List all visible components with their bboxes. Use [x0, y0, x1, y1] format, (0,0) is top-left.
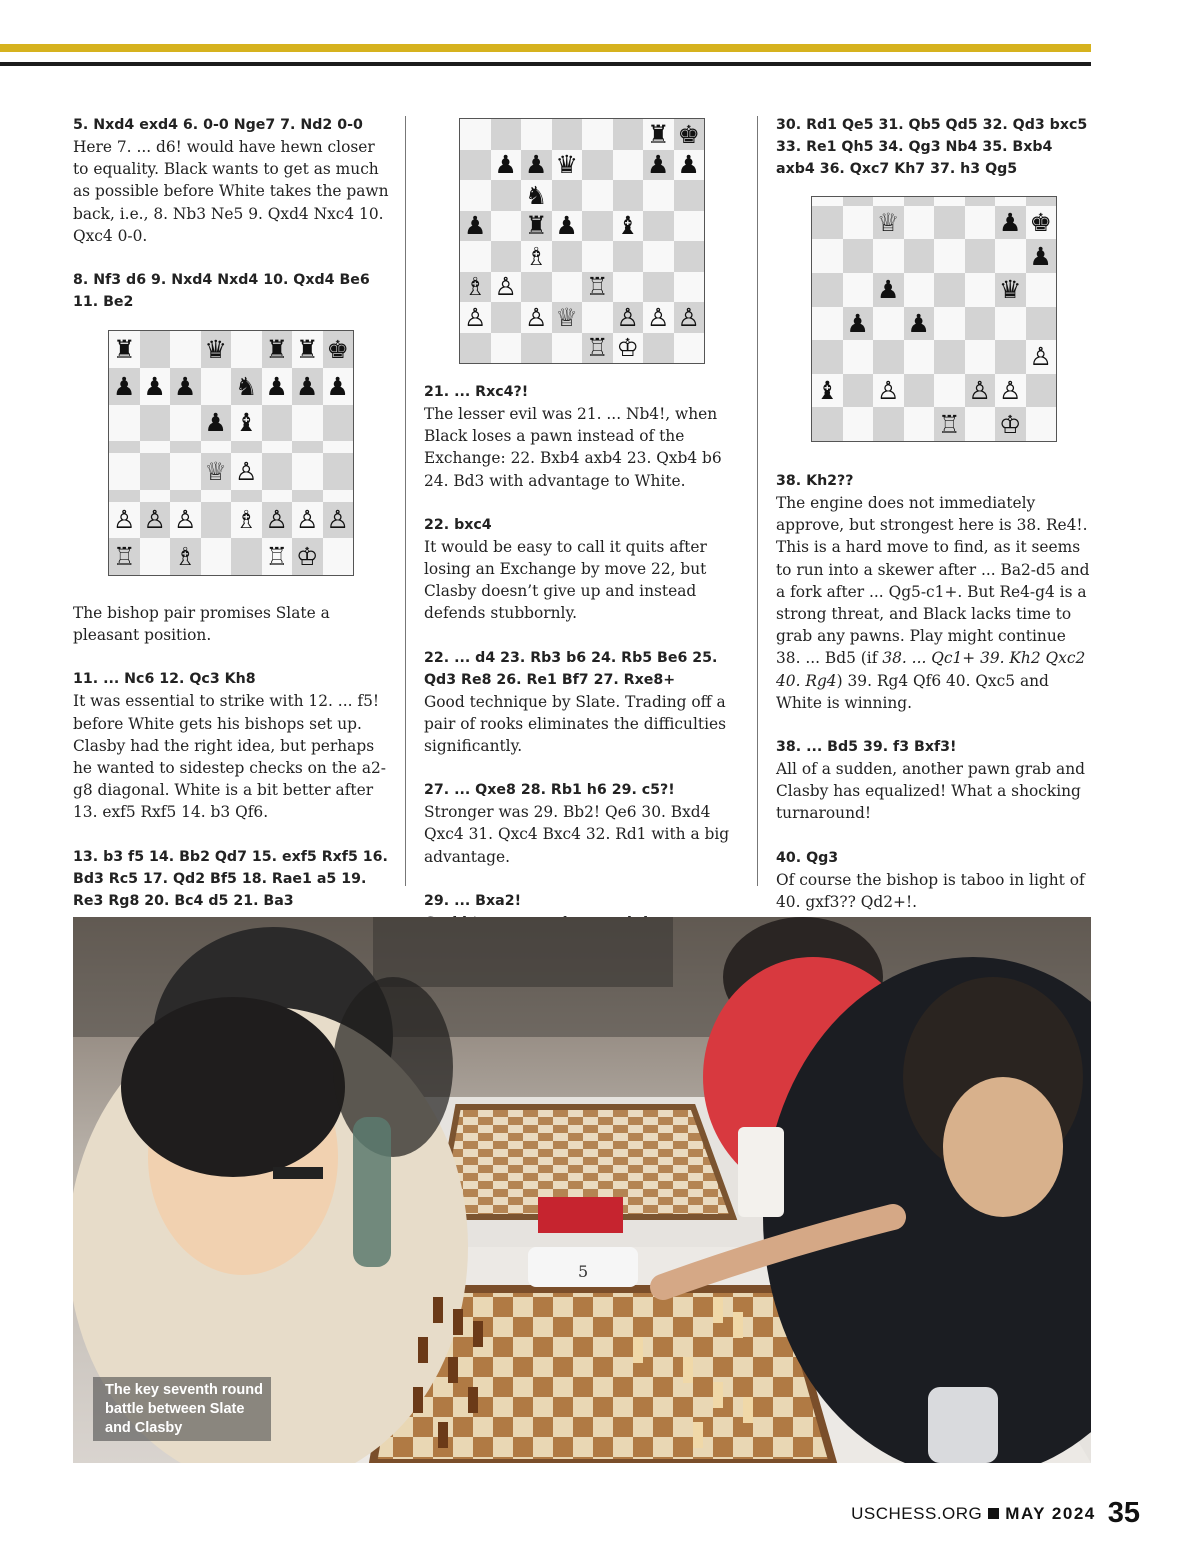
board-square	[552, 272, 583, 303]
board-square	[140, 490, 171, 502]
board-square	[521, 119, 552, 150]
board-square	[460, 241, 491, 272]
chess-piece-icon: ♟	[204, 408, 227, 438]
chess-piece-icon: ♞	[525, 180, 548, 210]
board-square	[934, 374, 965, 408]
board-square	[231, 538, 262, 575]
board-square	[674, 211, 705, 242]
board-square	[262, 538, 293, 575]
board-square	[521, 272, 552, 303]
board-square	[460, 180, 491, 211]
board-square	[812, 307, 843, 341]
chess-piece-icon: ♟	[494, 150, 517, 180]
board-square	[934, 206, 965, 240]
chess-piece-icon: ♙	[677, 302, 700, 332]
chess-piece-icon: ♗	[235, 505, 258, 535]
annotation-text: The lesser evil was 21. ... Nb4!, when Black loses a pawn instead of the Exchange: 22. Bxb4 axb4 23. Qxb4 b6 24. Bd3 with advantage to White.	[424, 405, 722, 490]
board-square	[613, 180, 644, 211]
board-square	[812, 273, 843, 307]
chess-piece-icon: ♟	[143, 371, 166, 401]
move-text: 38. ... Bd5 39. f3 Bxf3!	[776, 739, 957, 756]
board-square	[323, 490, 354, 502]
board-square	[521, 333, 552, 364]
board-square	[231, 453, 262, 490]
board-square	[965, 197, 996, 206]
column-3	[776, 114, 1092, 913]
board-square	[582, 119, 613, 150]
board-square	[674, 333, 705, 364]
annotation-text: Stronger was 29. Bb2! Qe6 30. Bxd4 Qxc4 31. Qxc4 Bxc4 32. Rd1 with a big advantage.	[424, 803, 730, 866]
board-square	[491, 119, 522, 150]
board-square	[904, 340, 935, 374]
board-square	[460, 333, 491, 364]
chess-piece-icon: ♟	[877, 275, 900, 305]
board-square	[201, 405, 232, 442]
chess-piece-icon: ♝	[616, 211, 639, 241]
board-square	[934, 239, 965, 273]
chess-piece-icon: ♚	[677, 119, 700, 149]
board-square	[201, 441, 232, 453]
board-square	[491, 272, 522, 303]
board-square	[109, 502, 140, 539]
chess-piece-icon: ♙	[647, 302, 670, 332]
board-square	[965, 407, 996, 441]
board-square	[170, 405, 201, 442]
chess-piece-icon: ♟	[1029, 241, 1052, 271]
board-square	[873, 197, 904, 206]
board-square	[812, 197, 843, 206]
chess-piece-icon: ♚	[326, 334, 349, 364]
chess-piece-icon: ♕	[555, 302, 578, 332]
board-square	[812, 206, 843, 240]
board-square	[292, 368, 323, 405]
board-square	[934, 407, 965, 441]
chess-piece-icon: ♙	[296, 505, 319, 535]
move-text: 21. ... Rxc4?!	[424, 384, 529, 400]
chess-piece-icon: ♛	[204, 334, 227, 364]
board-square	[965, 340, 996, 374]
board-square	[262, 441, 293, 453]
board-square	[521, 302, 552, 333]
board-square	[201, 453, 232, 490]
move-text: 27. ... Qxe8 28. Rb1 h6 29. c5?!	[424, 782, 675, 799]
board-square	[521, 150, 552, 181]
chess-piece-icon: ♙	[494, 272, 517, 302]
board-square	[643, 180, 674, 211]
board-square	[552, 241, 583, 272]
chess-piece-icon: ♙	[616, 302, 639, 332]
board-square	[613, 272, 644, 303]
board-square	[552, 119, 583, 150]
chess-piece-icon: ♖	[938, 409, 961, 439]
chess-piece-icon: ♕	[877, 207, 900, 237]
chess-piece-icon: ♙	[265, 505, 288, 535]
board-square	[292, 502, 323, 539]
chess-piece-icon: ♖	[113, 542, 136, 572]
board-square	[109, 453, 140, 490]
board-square	[995, 407, 1026, 441]
annotation-text: Good technique by Slate. Trading off a pair of rooks eliminates the difficulties significantly.	[424, 692, 726, 756]
chess-piece-icon: ♔	[296, 542, 319, 572]
chess-piece-icon: ♚	[1029, 207, 1052, 237]
move-text: 29. ... Bxa2!	[424, 892, 522, 909]
board-square	[521, 211, 552, 242]
board-square	[231, 405, 262, 442]
issue-date: MAY 2024	[1005, 1503, 1096, 1523]
chess-piece-icon: ♟	[464, 211, 487, 241]
chess-piece-icon: ♟	[907, 308, 930, 338]
board-square	[582, 180, 613, 211]
board-square	[873, 273, 904, 307]
chess-diagram-3	[811, 196, 1092, 442]
board-square	[262, 502, 293, 539]
board-square	[582, 211, 613, 242]
board-square	[292, 405, 323, 442]
board-square	[491, 302, 522, 333]
board-square	[843, 407, 874, 441]
move-text: 8. Nf3 d6 9. Nxd4 Nxd4 10. Qxd4 Be6 11. Be2	[73, 272, 370, 311]
move-text: 38. Kh2??	[776, 473, 854, 489]
board-square	[873, 307, 904, 341]
board-square	[995, 307, 1026, 341]
chess-piece-icon: ♞	[235, 371, 258, 401]
annotation-text: It was essential to strike with 12. ... f5! before White gets his bishops set up. Clasby had the right idea, but perhaps he wanted to sidestep checks on the a2-g8 diagonal. White is a bit better after 13. exf5 Rxf5 14. b3 Qf6.	[73, 692, 386, 822]
chess-piece-icon: ♗	[525, 241, 548, 271]
board-square	[934, 307, 965, 341]
board-square	[613, 211, 644, 242]
chess-piece-icon: ♗	[464, 272, 487, 302]
board-square	[1026, 374, 1057, 408]
board-square	[201, 331, 232, 368]
chess-piece-icon: ♟	[113, 371, 136, 401]
chess-piece-icon: ♙	[326, 505, 349, 535]
board-square	[491, 211, 522, 242]
board-square	[643, 302, 674, 333]
board-square	[904, 307, 935, 341]
photo-caption: The key seventh round battle between Slate and Clasby	[93, 1377, 271, 1441]
chess-piece-icon: ♛	[555, 150, 578, 180]
chess-piece-icon: ♕	[204, 456, 227, 486]
board-square	[843, 239, 874, 273]
board-square	[582, 241, 613, 272]
board-square	[965, 239, 996, 273]
board-square	[552, 211, 583, 242]
board-square	[873, 206, 904, 240]
chess-piece-icon: ♟	[846, 308, 869, 338]
board-square	[140, 538, 171, 575]
board-square	[995, 374, 1026, 408]
board-square	[613, 333, 644, 364]
board-square	[582, 150, 613, 181]
board-square	[323, 331, 354, 368]
chess-piece-icon: ♟	[296, 371, 319, 401]
board-square	[109, 368, 140, 405]
board-square	[109, 490, 140, 502]
board-square	[582, 272, 613, 303]
board-square	[843, 374, 874, 408]
board-square	[140, 405, 171, 442]
board-square	[843, 273, 874, 307]
board-square	[643, 119, 674, 150]
board-square	[965, 206, 996, 240]
chess-piece-icon: ♟	[555, 211, 578, 241]
board-square	[460, 211, 491, 242]
page-number: 35	[1107, 1497, 1140, 1529]
board-square	[873, 407, 904, 441]
annotation-text: All of a sudden, another pawn grab and Clasby has equalized! What a shocking turnaround!	[776, 760, 1085, 823]
board-square	[1026, 407, 1057, 441]
board-square	[674, 119, 705, 150]
board-square	[873, 239, 904, 273]
board-square	[904, 407, 935, 441]
board-square	[201, 368, 232, 405]
board-square	[140, 368, 171, 405]
board-square	[674, 241, 705, 272]
board-square	[170, 368, 201, 405]
chess-piece-icon: ♜	[113, 334, 136, 364]
board-square	[843, 307, 874, 341]
board-square	[934, 197, 965, 206]
chess-piece-icon: ♟	[265, 371, 288, 401]
top-dark-rule	[0, 62, 1091, 66]
board-square	[140, 453, 171, 490]
board-square	[674, 150, 705, 181]
board-square	[262, 490, 293, 502]
board-square	[643, 211, 674, 242]
board-square	[460, 302, 491, 333]
board-square	[262, 405, 293, 442]
board-square	[323, 368, 354, 405]
board-square	[552, 333, 583, 364]
board-square	[231, 331, 262, 368]
board-square	[292, 538, 323, 575]
board-square	[812, 340, 843, 374]
board-square	[995, 206, 1026, 240]
annotation-text: The bishop pair promises Slate a pleasant position.	[73, 604, 330, 645]
board-square	[491, 180, 522, 211]
board-square	[613, 241, 644, 272]
chess-piece-icon: ♛	[999, 275, 1022, 305]
board-square	[140, 331, 171, 368]
board-square	[521, 241, 552, 272]
board-square	[262, 368, 293, 405]
board-square	[995, 197, 1026, 206]
board-square	[812, 374, 843, 408]
board-square	[231, 502, 262, 539]
move-text: 22. bxc4	[424, 516, 492, 533]
board-square	[170, 441, 201, 453]
chess-piece-icon: ♙	[113, 505, 136, 535]
annotation-text: It would be easy to call it quits after losing an Exchange by move 22, but Clasby doesn’t give up and instead defends stubbornly.	[424, 537, 707, 623]
board-square	[812, 239, 843, 273]
chess-piece-icon: ♙	[174, 505, 197, 535]
board-square	[262, 453, 293, 490]
annotation-text: Of course the bishop is taboo in light of 40. gxf3?? Qd2+!.	[776, 870, 1085, 911]
column-divider	[405, 116, 406, 886]
board-square	[292, 453, 323, 490]
chess-piece-icon: ♗	[174, 542, 197, 572]
board-square	[1026, 206, 1057, 240]
board-square	[170, 453, 201, 490]
chess-piece-icon: ♔	[999, 409, 1022, 439]
board-square	[1026, 197, 1057, 206]
board-square	[109, 331, 140, 368]
board-square	[201, 502, 232, 539]
board-square	[1026, 340, 1057, 374]
board-square	[995, 340, 1026, 374]
board-square	[965, 273, 996, 307]
board-square	[643, 333, 674, 364]
board-square	[491, 150, 522, 181]
chess-piece-icon: ♟	[677, 150, 700, 180]
board-square	[170, 538, 201, 575]
annotation-text: Here 7. ... d6! would have hewn closer to equality. Black wants to get as much as possible before White takes the pawn back, i.e., 8. Nb3 Ne5 9. Qxd4 Nxc4 10. Qxc4 0-0.	[73, 138, 389, 245]
chess-diagram-1	[108, 330, 389, 576]
chess-piece-icon: ♜	[647, 119, 670, 149]
board-square	[170, 502, 201, 539]
board-square	[460, 272, 491, 303]
board-square	[201, 538, 232, 575]
page-footer	[851, 1497, 1140, 1530]
board-square	[674, 272, 705, 303]
board-square	[934, 273, 965, 307]
board-square	[995, 239, 1026, 273]
board-square	[460, 150, 491, 181]
board-square	[323, 502, 354, 539]
chess-piece-icon: ♙	[464, 302, 487, 332]
board-square	[292, 441, 323, 453]
board-square	[904, 273, 935, 307]
move-text: 13. b3 f5 14. Bb2 Qd7 15. exf5 Rxf5 16. Bd3 Rc5 17. Qd2 Bf5 18. Rae1 a5 19. Re3 Rg8 20. Bc4 d5 21. Ba3	[73, 848, 388, 909]
board-square	[552, 150, 583, 181]
move-text: 40. Qg3	[776, 849, 839, 866]
column-1	[73, 114, 389, 912]
chess-piece-icon: ♙	[235, 456, 258, 486]
move-text: 5. Nxd4 exd4 6. 0-0 Nge7 7. Nd2 0-0	[73, 117, 363, 133]
chess-diagram-2	[459, 118, 742, 364]
chess-piece-icon: ♖	[265, 542, 288, 572]
chess-piece-icon: ♙	[968, 376, 991, 406]
chess-piece-icon: ♙	[1029, 342, 1052, 372]
board-square	[521, 180, 552, 211]
board-square	[643, 241, 674, 272]
top-gold-rule	[0, 44, 1091, 52]
chess-piece-icon: ♝	[816, 376, 839, 406]
board-square	[170, 490, 201, 502]
board-square	[904, 239, 935, 273]
board-square	[873, 374, 904, 408]
board-square	[323, 441, 354, 453]
board-square	[904, 197, 935, 206]
chess-piece-icon: ♜	[296, 334, 319, 364]
chess-piece-icon: ♙	[999, 376, 1022, 406]
column-2	[424, 114, 742, 956]
chess-piece-icon: ♜	[525, 211, 548, 241]
board-square	[292, 490, 323, 502]
chess-piece-icon: ♟	[174, 371, 197, 401]
board-square	[262, 331, 293, 368]
chess-piece-icon: ♙	[525, 302, 548, 332]
board-square	[109, 441, 140, 453]
board-square	[491, 333, 522, 364]
chess-piece-icon: ♜	[265, 334, 288, 364]
board-square	[323, 453, 354, 490]
board-square	[643, 150, 674, 181]
board-square	[231, 490, 262, 502]
italic-variation: 38. ... Qc1+ 39. Kh2 Qxc2 40. Rg4	[776, 649, 1086, 690]
square-bullet-icon	[988, 1508, 999, 1519]
board-square	[1026, 239, 1057, 273]
chess-piece-icon: ♖	[586, 333, 609, 363]
board-square	[201, 490, 232, 502]
board-square	[904, 206, 935, 240]
chess-piece-icon: ♟	[525, 150, 548, 180]
board-square	[323, 538, 354, 575]
board-square	[995, 273, 1026, 307]
board-square	[674, 180, 705, 211]
chess-piece-icon: ♝	[235, 408, 258, 438]
board-square	[140, 502, 171, 539]
board-square	[323, 405, 354, 442]
board-square	[170, 331, 201, 368]
board-square	[491, 241, 522, 272]
board-square	[552, 180, 583, 211]
board-square	[613, 150, 644, 181]
table-number: 5	[578, 1262, 589, 1281]
board-square	[460, 119, 491, 150]
board-square	[231, 441, 262, 453]
board-square	[613, 119, 644, 150]
board-square	[934, 340, 965, 374]
move-text: 11. ... Nc6 12. Qc3 Kh8	[73, 671, 256, 688]
chess-piece-icon: ♙	[143, 505, 166, 535]
board-square	[292, 331, 323, 368]
board-square	[1026, 307, 1057, 341]
chess-piece-icon: ♟	[326, 371, 349, 401]
board-square	[873, 340, 904, 374]
board-square	[109, 405, 140, 442]
board-square	[643, 272, 674, 303]
board-square	[843, 206, 874, 240]
board-square	[582, 302, 613, 333]
chess-piece-icon: ♔	[616, 333, 639, 363]
board-square	[843, 197, 874, 206]
board-square	[552, 302, 583, 333]
move-text: 30. Rd1 Qe5 31. Qb5 Qd5 32. Qd3 bxc5 33. Re1 Qh5 34. Qg3 Nb4 35. Bxb4 axb4 36. Qxc7 Kh7 37. h3 Qg5	[776, 117, 1088, 177]
chess-piece-icon: ♖	[586, 272, 609, 302]
board-square	[613, 302, 644, 333]
annotation-text: The engine does not immediately approve, but strongest here is 38. Re4!. This is a hard move to find, as it seems to run into a skewer after ... Ba2-d5 and a fork after ... Qg5-c1+. But Re4-g4 is a strong threat, and Black lacks time to grab any pawns. Play might continue 38. ... Bd5 (if 38. ... Qc1+ 39. Kh2 Qxc2 40. Rg4) 39. Rg4 Qf6 40. Qxc5 and White is winning.	[776, 494, 1090, 712]
column-divider	[757, 116, 758, 886]
board-square	[140, 441, 171, 453]
chess-piece-icon: ♙	[877, 376, 900, 406]
board-square	[812, 407, 843, 441]
board-square	[904, 374, 935, 408]
board-square	[1026, 273, 1057, 307]
chess-piece-icon: ♟	[999, 207, 1022, 237]
move-text: 22. ... d4 23. Rb3 b6 24. Rb5 Be6 25. Qd3 Re8 26. Re1 Bf7 27. Rxe8+	[424, 649, 718, 688]
chess-piece-icon: ♟	[647, 150, 670, 180]
board-square	[582, 333, 613, 364]
board-square	[674, 302, 705, 333]
board-square	[231, 368, 262, 405]
board-square	[109, 538, 140, 575]
board-square	[965, 374, 996, 408]
board-square	[965, 307, 996, 341]
board-square	[843, 340, 874, 374]
site-name: USCHESS.ORG	[851, 1503, 983, 1523]
